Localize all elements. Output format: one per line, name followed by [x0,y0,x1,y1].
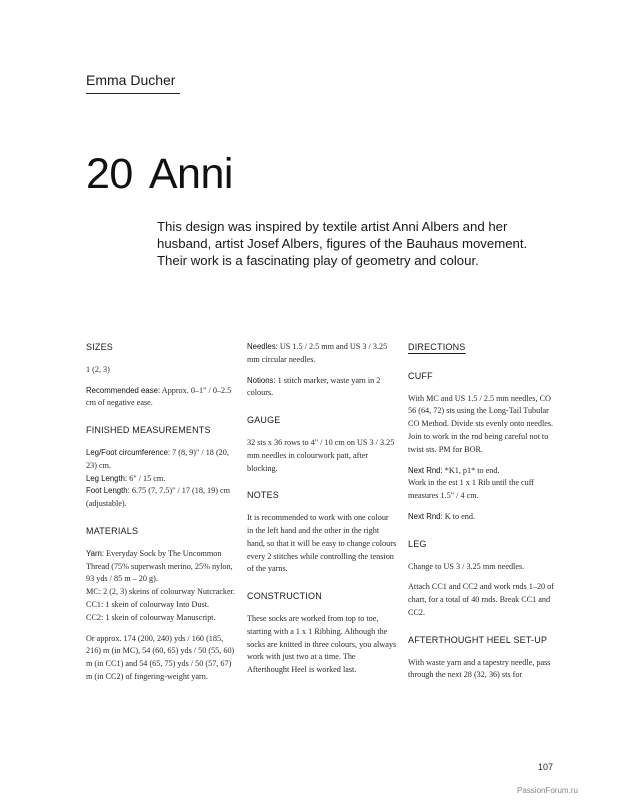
sizes-heading: SIZES [86,342,114,352]
needles-text [247,341,397,367]
yarn-label: Yarn: [86,548,105,558]
watermark: PassionForum.ru [517,786,578,795]
heel-heading: AFTERTHOUGHT HEEL SET-UP [408,634,548,645]
author-underline [86,93,180,94]
work-rib-text: Work in the est 1 x 1 Rib until the cuff measures 1.5" / 4 cm. [408,478,535,501]
cc2-line: CC2: 1 skein of colourway Manuscript. [86,612,216,622]
intro-paragraph: This design was inspired by textile artist Anni Albers and her husband, artist Josef Albers, figures of the Bauhaus movement. Their work is a fascinating play of geometry and colour. [157,219,528,268]
yarn-value: Everyday Sock by The Uncommon Thread (75% superwash merino, 25% nylon, 93 yds / 85 m – 20 g). [86,548,233,584]
column-left [86,341,236,692]
gauge-heading: GAUGE [247,415,281,426]
cuff-text: With MC and US 1.5 / 2.5 mm needles, CO 56 (64, 72) sts using the Long-Tail Tubular CO Method. Divide sts evenly onto needles. Join to work in the rnd being careful not to twist sts. PM for BOR. [408,393,554,454]
footlength-label: Foot Length: [86,486,130,496]
footlength-value: 6.75 (7, 7.5)" / 17 (18, 19) cm (adjustable). [86,486,231,509]
directions-heading: DIRECTIONS [408,342,466,352]
next-rnd-2 [408,511,558,524]
leg-text-2: Attach CC1 and CC2 and work rnds 1–20 of chart, for a total of 40 rnds. Break CC1 and CC2. [408,582,554,617]
construction-heading: CONSTRUCTION [247,591,322,602]
heel-text: With waste yarn and a tapestry needle, pass through the next 28 (32, 36) sts for [408,657,551,680]
cc1-line: CC1: 1 skein of colourway Into Dust. [86,599,210,609]
next-rnd-2-label: Next Rnd: [408,511,443,521]
leglength-value: 6" / 15 cm. [127,473,166,483]
yarn-text [86,548,236,586]
next-rnd-1 [408,465,558,478]
leglength-text [86,473,236,486]
construction-text: These socks are worked from top to toe, starting with a 1 x 1 Ribbing. Although the socks are knitted in three colours, you always work with just two at a time. The Afterthought Heel is worked last. [247,613,397,675]
legfoot-value: 7 (8, 9)" / 18 (20, 23) cm. [86,447,229,470]
materials-heading: MATERIALS [86,525,139,536]
notions-text [247,375,397,401]
cuff-heading: CUFF [408,370,433,381]
author-name: Emma Ducher [86,72,176,88]
pattern-title [86,150,233,199]
next-rnd-2-value: K to end. [442,511,475,521]
ease-value: Approx. 0–1" / 0–2.5 cm of negative ease. [86,385,232,408]
needles-label: Needles: [247,342,278,351]
notes-heading: NOTES [247,490,280,501]
notions-label: Notions: [247,375,276,385]
sizes-value: 1 (2, 3) [86,364,110,374]
ease-label: Recommended ease: [86,385,161,395]
notions-value: 1 stitch marker, waste yarn in 2 colours. [247,375,381,398]
pattern-name: Anni [148,150,233,198]
pattern-number: 20 [86,150,133,198]
next-rnd-1-label: Next Rnd: [408,465,443,475]
leglength-label: Leg Length: [86,473,128,483]
ease-text [86,385,236,411]
legfoot-label: Leg/Foot circumference: [86,447,171,457]
next-rnd-1-value: *K1, p1* to end. [442,465,500,475]
approx-yardage: Or approx. 174 (200, 240) yds / 160 (185, 216) m (in MC), 54 (60, 65) yds / 50 (55, 60) m (in CC1) and 54 (65, 75) yds / 50 (57, 67) m (in CC2) of fingering-weight yarn. [86,633,235,681]
needles-value: US 1.5 / 2.5 mm and US 3 / 3.25 mm circular needles. [247,342,388,364]
finished-measurements-heading: FINISHED MEASUREMENTS [86,425,211,436]
leg-text-1: Change to US 3 / 3.25 mm needles. [408,561,525,571]
mc-line: MC: 2 (2, 3) skeins of colourway Nutcracker. [86,587,235,597]
legfoot-text [86,447,236,473]
leg-heading: LEG [408,538,427,549]
column-right [408,341,558,690]
page-number: 107 [538,762,554,772]
gauge-text: 32 sts x 36 rows to 4" / 10 cm on US 3 / 3.25 mm needles in colourwork patt, after blocking. [247,437,395,473]
footlength-text [86,485,236,511]
column-middle [247,341,397,685]
notes-text: It is recommended to work with one colour in the left hand and the other in the right hand, so that it will be easy to change colours every 2 stitches while controlling the tension of the yarns. [247,513,397,574]
